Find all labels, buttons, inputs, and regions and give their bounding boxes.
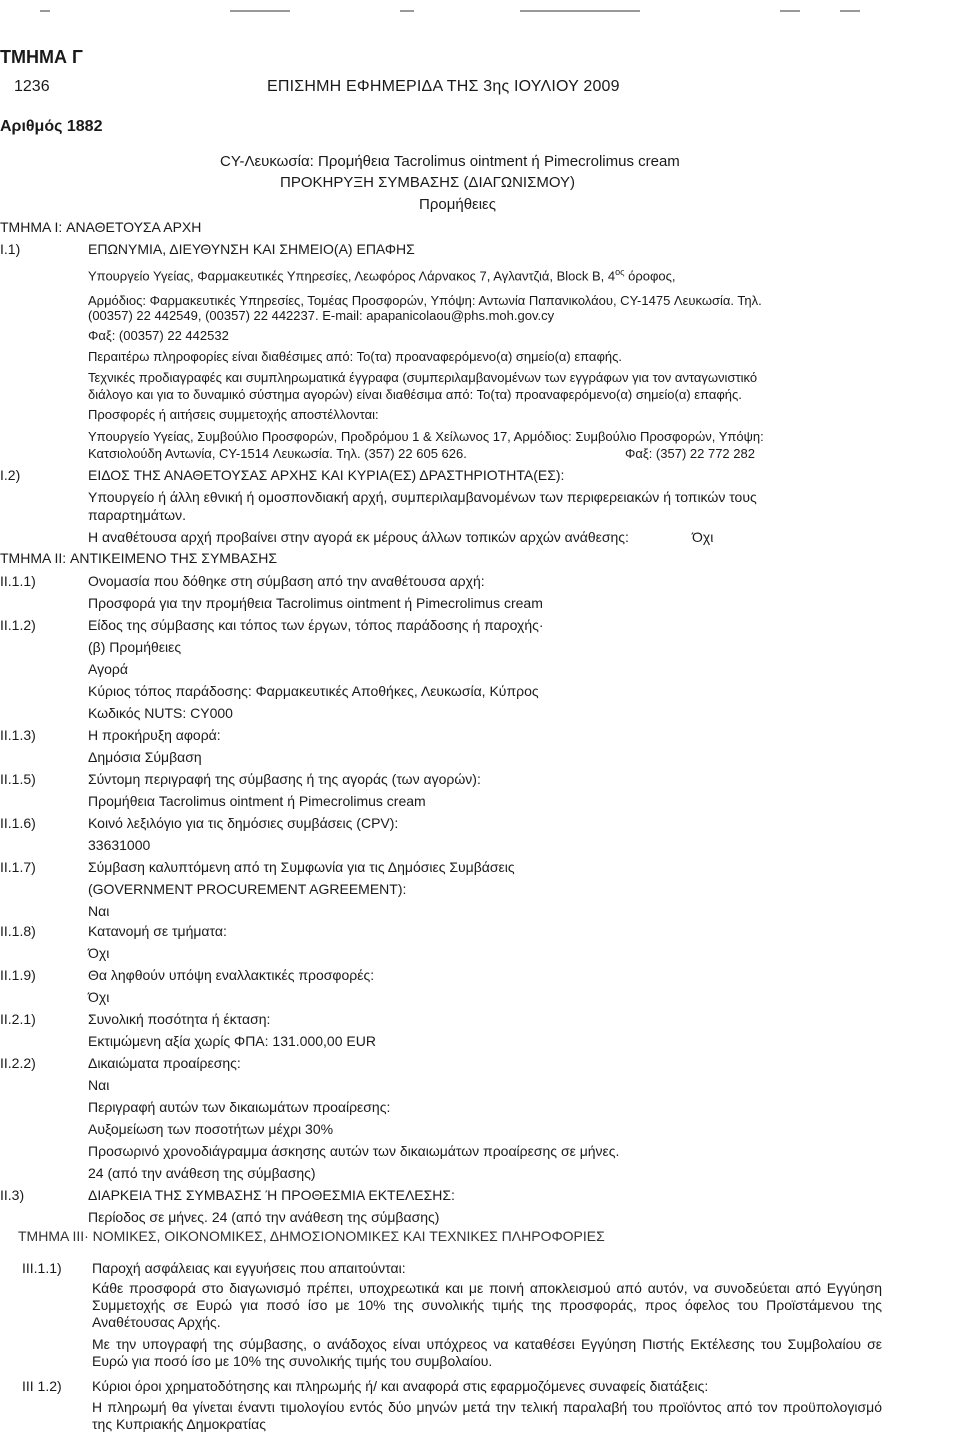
item-label: Κοινό λεξιλόγιο για τις δημόσιες συμβάσεις (CPV): xyxy=(88,815,399,831)
more-info: Περαιτέρω πληροφορίες είναι διαθέσιμες από: Το(τα) προαναφερόμενο(α) σημείο(α) επαφής. xyxy=(88,349,622,364)
item-label: Θα ληφθούν υπόψη εναλλακτικές προσφορές: xyxy=(88,967,375,983)
scan-mark xyxy=(840,10,860,12)
item-value: Δημόσια Σύμβαση xyxy=(88,749,202,765)
specs-line1: Τεχνικές προδιαγραφές και συμπληρωματικά έγγραφα (συμπεριλαμβανομένων των εγγράφων για τον ανταγωνιστικό xyxy=(88,370,758,385)
authority-address: Υπουργείο Υγείας, Φαρμακευτικές Υπηρεσίες, Λεωφόρος Λάρνακος 7, Αγλαντζιά, Block B, $4^{o\varsigma}$ όροφος, xyxy=(88,267,676,284)
item-number: II.1.9) xyxy=(0,967,36,983)
item-number: I.2) xyxy=(0,467,21,483)
item-value: Κωδικός NUTS: CY000 xyxy=(88,705,233,721)
item-value: Όχι xyxy=(88,945,110,961)
purchase-on-behalf-answer: Όχι xyxy=(692,529,714,545)
item-label: Κύριοι όροι χρηματοδότησης και πληρωμής ή/ και αναφορά στις εφαρμοζόμενες συναφείς διατάξεις: xyxy=(92,1378,709,1394)
scan-mark xyxy=(520,10,640,12)
item-number: II.2.2) xyxy=(0,1055,36,1071)
item-number: III.1.1) xyxy=(22,1260,62,1276)
item-number: II.1.3) xyxy=(0,727,36,743)
item-label: ΕΠΩΝΥΜΙΑ, ΔΙΕΥΘΥΝΣΗ ΚΑΙ ΣΗΜΕΙΟ(Α) ΕΠΑΦΗΣ xyxy=(88,241,415,257)
item-label: Συνολική ποσότητα ή έκταση: xyxy=(88,1011,271,1027)
item-number: I.1) xyxy=(0,241,21,257)
item-value: Περιγραφή αυτών των δικαιωμάτων προαίρεσης: xyxy=(88,1099,391,1115)
item-label: Σύμβαση καλυπτόμενη από τη Συμφωνία για τις Δημόσιες Συμβάσεις xyxy=(88,859,515,875)
purchase-on-behalf-question: Η αναθέτουσα αρχή προβαίνει στην αγορά εκ μέρους άλλων τοπικών αρχών ανάθεσης: xyxy=(88,529,629,545)
item-value: Ναι xyxy=(88,903,110,919)
section-1-title: ΤΜΗΜΑ I: ΑΝΑΘΕΤΟΥΣΑ ΑΡΧΗ xyxy=(0,219,202,235)
item-value: Κύριος τόπος παράδοσης: Φαρμακευτικές Αποθήκες, Λευκωσία, Κύπρος xyxy=(88,683,539,699)
item-number: II.1.2) xyxy=(0,617,36,633)
scan-mark xyxy=(780,10,800,12)
item-label: Ονομασία που δόθηκε στη σύμβαση από την αναθέτουσα αρχή: xyxy=(88,573,485,589)
item-label: Κατανομή σε τμήματα: xyxy=(88,923,227,939)
item-value: Προμήθεια Tacrolimus ointment ή Pimecrolimus cream xyxy=(88,793,426,809)
item-label: ΔΙΑΡΚΕΙΑ ΤΗΣ ΣΥΜΒΑΣΗΣ Ή ΠΡΟΘΕΣΜΙΑ ΕΚΤΕΛΕΣΗΣ: xyxy=(88,1187,455,1203)
send-address-line2: Κατσιολούδη Αντωνία, CY-1514 Λευκωσία. Τηλ. (357) 22 605 626. xyxy=(88,446,467,461)
item-value: Περίοδος σε μήνες. 24 (από την ανάθεση της σύμβασης) xyxy=(88,1209,440,1225)
authority-type-line2: παραρτημάτων. xyxy=(88,507,187,523)
guarantee-paragraph: Κάθε προσφορά στο διαγωνισμό πρέπει, υποχρεωτικά και με ποινή αποκλεισμού από αυτόν, να συνοδεύεται από Εγγύηση Συμμετοχής σε Ευρώ για ποσό ίσο με 10% της συνολικής τιμής της προσφοράς, προς όφελος του Προϊστάμενου της Αναθέτουσας Αρχής. xyxy=(92,1280,882,1330)
item-number: II.1.1) xyxy=(0,573,36,589)
item-label: Δικαιώματα προαίρεσης: xyxy=(88,1055,241,1071)
scan-mark xyxy=(400,10,414,12)
item-value: Προσωρινό χρονοδιάγραμμα άσκησης αυτών των δικαιωμάτων προαίρεσης σε μήνες. xyxy=(88,1143,620,1159)
item-value: 33631000 xyxy=(88,837,151,853)
send-to: Προσφορές ή αιτήσεις συμμετοχής αποστέλλονται: xyxy=(88,407,379,422)
notice-heading-line1: CY-Λευκωσία: Προμήθεια Tacrolimus ointment ή Pimecrolimus cream xyxy=(220,153,680,170)
performance-guarantee-paragraph: Με την υπογραφή της σύμβασης, ο ανάδοχος είναι υπόχρεος να καταθέσει Εγγύηση Πιστής Εκτέλεσης του Συμβολαίου σε Ευρώ για ποσό ίσο με 10% της συνολικής τιμής του συμβολαίου. xyxy=(92,1336,882,1369)
scan-mark xyxy=(40,10,50,12)
item-number: II.1.5) xyxy=(0,771,36,787)
page-number: 1236 xyxy=(14,78,50,95)
item-label: Παροχή ασφάλειας και εγγυήσεις που απαιτούνται: xyxy=(92,1260,406,1276)
item-label: Η προκήρυξη αφορά: xyxy=(88,727,221,743)
item-value: Ναι xyxy=(88,1077,110,1093)
item-label: Σύντομη περιγραφή της σύμβασης ή της αγοράς (των αγορών): xyxy=(88,771,481,787)
item-value: Εκτιμώμενη αξία χωρίς ΦΠΑ: 131.000,00 EUR xyxy=(88,1033,376,1049)
item-label: ΕΙΔΟΣ ΤΗΣ ΑΝΑΘΕΤΟΥΣΑΣ ΑΡΧΗΣ ΚΑΙ ΚΥΡΙΑ(ΕΣ) ΔΡΑΣΤΗΡΙΟΤΗΤΑ(ΕΣ): xyxy=(88,467,565,483)
gazette-number: Αριθμός 1882 xyxy=(0,118,103,135)
notice-heading-line2: ΠΡΟΚΗΡΥΞΗ ΣΥΜΒΑΣΗΣ (ΔΙΑΓΩΝΙΣΜΟΥ) xyxy=(280,174,576,191)
section-3-title: ΤΜΗΜΑ III· ΝΟΜΙΚΕΣ, ΟΙΚΟΝΟΜΙΚΕΣ, ΔΗΜΟΣΙΟΝΟΜΙΚΕΣ ΚΑΙ ΤΕΧΝΙΚΕΣ ΠΛΗΡΟΦΟΡΙΕΣ xyxy=(18,1228,605,1244)
item-label: Είδος της σύμβασης και τόπος των έργων, τόπος παράδοσης ή παροχής· xyxy=(88,617,544,633)
specs-line2: διάλογο και για το δυναμικό σύστημα αγορών) είναι διαθέσιμα από: Το(τα) προαναφερόμενο(α) σημείο(α) επαφής. xyxy=(88,387,742,402)
item-number: II.2.1) xyxy=(0,1011,36,1027)
fax-line: Φαξ: (00357) 22 442532 xyxy=(88,328,229,343)
section-letter: ΤΜΗΜΑ Γ xyxy=(0,47,83,67)
item-number: II.1.6) xyxy=(0,815,36,831)
item-value: (β) Προμήθειες xyxy=(88,639,182,655)
send-fax: Φαξ: (357) 22 772 282 xyxy=(625,446,755,461)
scan-mark xyxy=(230,10,290,12)
notice-heading-line3: Προμήθειες xyxy=(419,196,496,213)
item-value: Αγορά xyxy=(88,661,128,677)
item-value: 24 (από την ανάθεση της σύμβασης) xyxy=(88,1165,316,1181)
authority-type-line1: Υπουργείο ή άλλη εθνική ή ομοσπονδιακή αρχή, συμπεριλαμβανομένων των περιφερειακών ή τοπικών τους xyxy=(88,489,757,505)
contact-line2: (00357) 22 442549, (00357) 22 442237. E-mail: apapanicolaou@phs.moh.gov.cy xyxy=(88,308,555,323)
item-value: Όχι xyxy=(88,989,110,1005)
item-number: III 1.2) xyxy=(22,1378,62,1394)
send-address-line1: Υπουργείο Υγείας, Συμβούλιο Προσφορών, Προδρόμου 1 & Χείλωνος 17, Αρμόδιος: Συμβούλιο Προσφορών, Υπόψη: xyxy=(88,429,764,444)
item-number: II.3) xyxy=(0,1187,25,1203)
item-value: (GOVERNMENT PROCUREMENT AGREEMENT): xyxy=(88,881,407,897)
item-value: Αυξομείωση των ποσοτήτων μέχρι 30% xyxy=(88,1121,334,1137)
item-number: II.1.8) xyxy=(0,923,36,939)
gazette-title: ΕΠΙΣΗΜΗ ΕΦΗΜΕΡΙΔΑ ΤΗΣ 3ης ΙΟΥΛΙΟΥ 2009 xyxy=(267,78,620,95)
payment-paragraph: Η πληρωμή θα γίνεται έναντι τιμολογίου εντός δύο μηνών μετά την τελική παραλαβή του προϊόντος από τον προϋπολογισμό της Κυπριακής Δημοκρατίας xyxy=(92,1399,882,1432)
item-value: Προσφορά για την προμήθεια Tacrolimus ointment ή Pimecrolimus cream xyxy=(88,595,543,611)
section-2-title: ΤΜΗΜΑ II: ΑΝΤΙΚΕΙΜΕΝΟ ΤΗΣ ΣΥΜΒΑΣΗΣ xyxy=(0,550,278,566)
item-number: II.1.7) xyxy=(0,859,36,875)
contact-line1: Αρμόδιος: Φαρμακευτικές Υπηρεσίες, Τομέας Προσφορών, Υπόψη: Αντωνία Παπανικολάου, CY-1475 Λευκωσία. Τηλ. xyxy=(88,293,762,308)
